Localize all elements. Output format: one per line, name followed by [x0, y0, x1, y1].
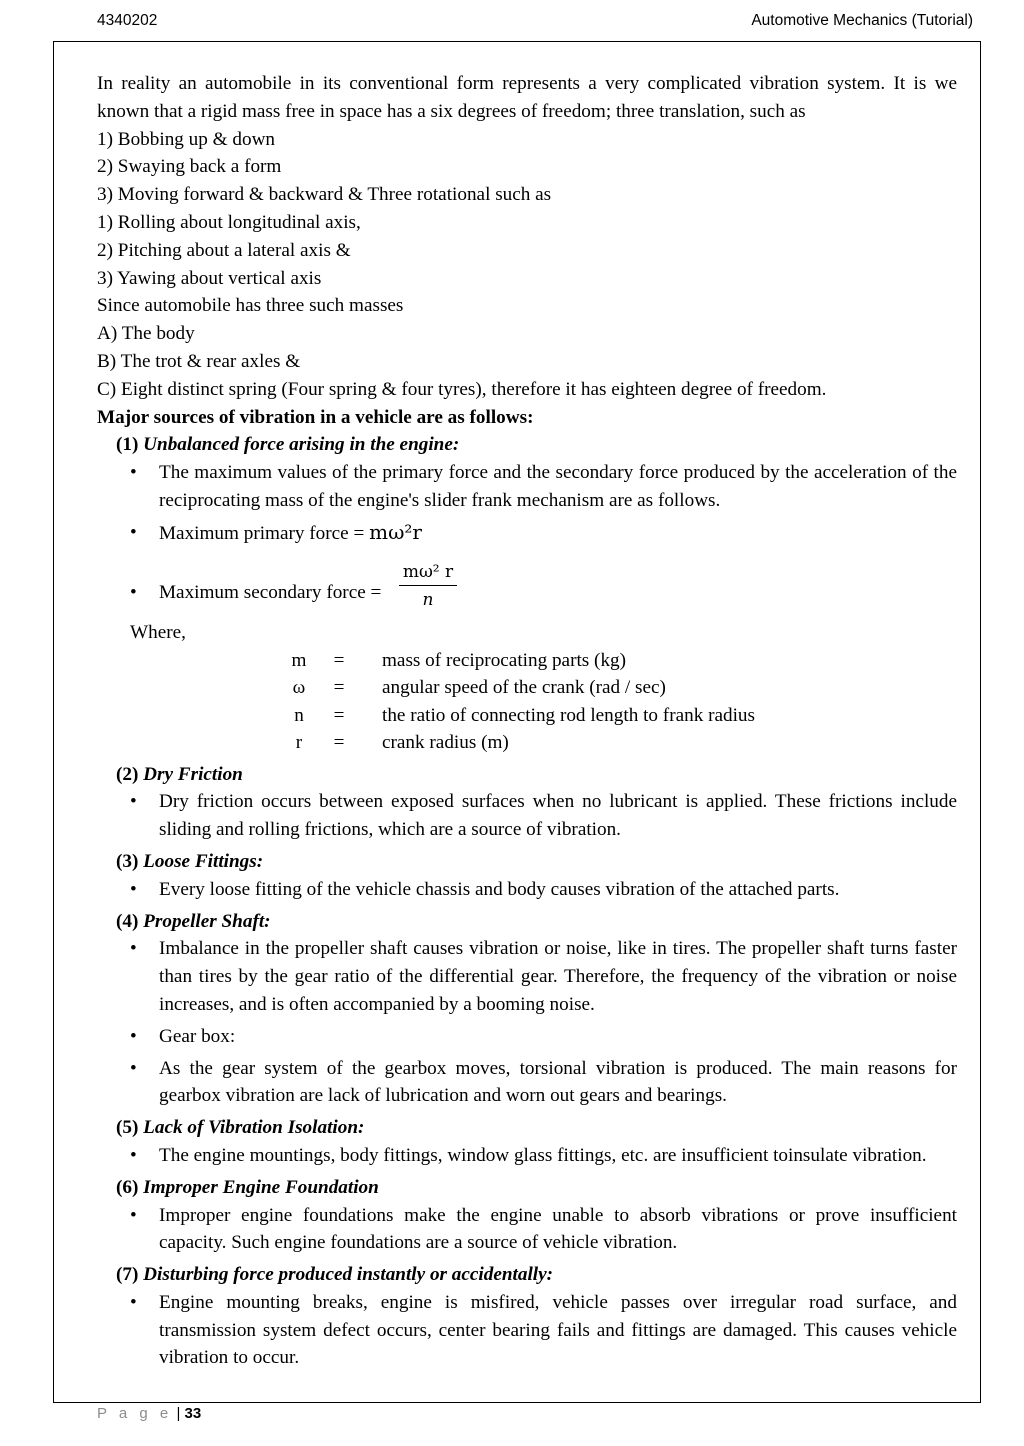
bullet-icon: •	[130, 938, 137, 960]
bullet-text: The maximum values of the primary force and the secondary force produced by the acceleration of the reciprocating mass of the engine's slider frank mechanism are as follows.	[159, 462, 957, 511]
bullet-icon: •	[130, 1291, 137, 1313]
definition-text: mass of reciprocating parts (kg)	[382, 649, 627, 671]
list-line: 3) Moving forward & backward & Three rotational such as	[97, 184, 552, 206]
primary-force-expression: mω²r	[369, 519, 422, 544]
section-heading-5	[97, 1114, 957, 1142]
bullet-icon: •	[130, 1057, 137, 1079]
definition-equals: =	[333, 677, 345, 699]
section-heading-4	[97, 908, 957, 936]
list-line: Since automobile has three such masses	[97, 295, 404, 317]
section-number: (7)	[116, 1264, 139, 1286]
bullet-text: Imbalance in the propeller shaft causes vibration or noise, like in tires. The propeller shaft turns faster than tires by the gear ratio of the differential gear. Therefore, the frequency of the vibration or noise increases, and is often accompanied by a booming noise.	[159, 938, 957, 1015]
bullet-item	[97, 876, 957, 904]
bullet-item	[97, 1202, 957, 1258]
page-word: P a g e	[97, 1405, 173, 1422]
page-header	[97, 12, 973, 36]
definition-symbol: m	[291, 649, 307, 671]
bullet-icon: •	[130, 1025, 137, 1047]
bullet-text: As the gear system of the gearbox moves, torsional vibration is produced. The main reasons for gearbox vibration are lack of lubrication and worn out gears and bearings.	[159, 1057, 957, 1107]
definition-row	[97, 647, 957, 675]
fraction-denominator: n	[422, 589, 434, 610]
bullet-item	[97, 1289, 957, 1372]
section-heading-2	[97, 761, 957, 789]
bullet-text: Dry friction occurs between exposed surfaces when no lubricant is applied. These frictions include sliding and rolling frictions, which are a source of vibration.	[159, 791, 957, 841]
section-title: Propeller Shaft:	[143, 910, 271, 932]
secondary-force-label: Maximum secondary force =	[159, 581, 382, 603]
list-line: A) The body	[97, 323, 195, 345]
section-heading-1	[97, 431, 957, 459]
bullet-item	[97, 459, 957, 515]
primary-force-label: Maximum primary force =	[159, 522, 365, 544]
bullet-icon: •	[130, 1144, 137, 1166]
page-footer	[97, 1405, 201, 1422]
list-line: 3) Yawing about vertical axis	[97, 267, 322, 289]
list-line: 1) Bobbing up & down	[97, 128, 276, 150]
definition-symbol: n	[294, 704, 304, 726]
bullet-text: Every loose fitting of the vehicle chassis and body causes vibration of the attached parts.	[159, 878, 840, 900]
list-line: 1) Rolling about longitudinal axis,	[97, 211, 361, 233]
section-number: (4)	[116, 910, 139, 932]
intro-paragraph: In reality an automobile in its conventional form represents a very complicated vibration system. It is we known that a rigid mass free in space has a six degrees of freedom; three translation, such as	[97, 73, 957, 122]
primary-force-formula	[97, 519, 957, 549]
section-heading-7	[97, 1261, 957, 1289]
section-heading-3	[97, 848, 957, 876]
definition-text: angular speed of the crank (rad / sec)	[382, 677, 666, 699]
section-heading-6	[97, 1174, 957, 1202]
definition-row	[97, 729, 957, 757]
secondary-force-formula	[97, 557, 957, 619]
definition-equals: =	[333, 732, 345, 754]
page-number: 33	[184, 1405, 202, 1422]
list-line: 2) Pitching about a lateral axis &	[97, 239, 351, 261]
list-line: C) Eight distinct spring (Four spring & four tyres), therefore it has eighteen degree of freedom.	[97, 378, 827, 400]
bullet-item	[97, 1055, 957, 1111]
section-title: Loose Fittings:	[143, 850, 264, 872]
bullet-text: Engine mounting breaks, engine is misfired, vehicle passes over irregular road surface, and transmission system defect occurs, center bearing fails and fittings are damaged. This causes vehicle vibration to occur.	[159, 1291, 957, 1369]
section-title: Disturbing force produced instantly or accidentally:	[143, 1264, 554, 1286]
page-content	[97, 70, 957, 1376]
definition-equals: =	[333, 704, 345, 726]
secondary-force-fraction	[399, 557, 457, 614]
where-label: Where,	[130, 621, 186, 643]
definition-equals: =	[333, 649, 345, 671]
bullet-item	[97, 788, 957, 844]
major-sources-heading: Major sources of vibration in a vehicle are as follows:	[97, 406, 534, 428]
section-number: (2)	[116, 763, 139, 785]
bullet-text: Gear box:	[159, 1025, 236, 1047]
section-title: Dry Friction	[143, 763, 243, 785]
course-title: Automotive Mechanics (Tutorial)	[751, 12, 973, 29]
definition-row	[97, 702, 957, 730]
bullet-item	[97, 1142, 957, 1170]
section-number: (3)	[116, 850, 139, 872]
list-line: 2) Swaying back a form	[97, 156, 282, 178]
bullet-icon: •	[130, 878, 137, 900]
course-code: 4340202	[97, 12, 158, 29]
bullet-icon: •	[130, 791, 137, 813]
section-title: Improper Engine Foundation	[143, 1176, 379, 1198]
list-line: B) The trot & rear axles &	[97, 350, 301, 372]
page-separator: |	[176, 1405, 181, 1422]
bullet-item	[97, 1023, 957, 1051]
definition-text: the ratio of connecting rod length to frank radius	[382, 704, 755, 726]
bullet-icon: •	[130, 1204, 137, 1226]
bullet-icon: •	[130, 521, 137, 543]
section-number: (6)	[116, 1176, 139, 1198]
definition-symbol: r	[295, 732, 303, 754]
section-number: (5)	[116, 1117, 139, 1139]
section-title: Unbalanced force arising in the engine:	[143, 434, 460, 456]
bullet-text: Improper engine foundations make the engine unable to absorb vibrations or prove insufficient capacity. Such engine foundations are a source of vehicle vibration.	[159, 1204, 957, 1254]
symbol-definitions	[97, 647, 957, 757]
bullet-item	[97, 935, 957, 1018]
definition-text: crank radius (m)	[382, 732, 509, 754]
section-title: Lack of Vibration Isolation:	[143, 1117, 365, 1139]
definition-symbol: ω	[292, 677, 306, 699]
fraction-numerator: mω² r	[399, 557, 457, 586]
bullet-icon: •	[130, 581, 137, 603]
definition-row	[97, 674, 957, 702]
bullet-text: The engine mountings, body fittings, window glass fittings, etc. are insufficient toinsulate vibration.	[159, 1144, 927, 1166]
bullet-icon: •	[130, 462, 137, 484]
section-number: (1)	[116, 434, 139, 456]
